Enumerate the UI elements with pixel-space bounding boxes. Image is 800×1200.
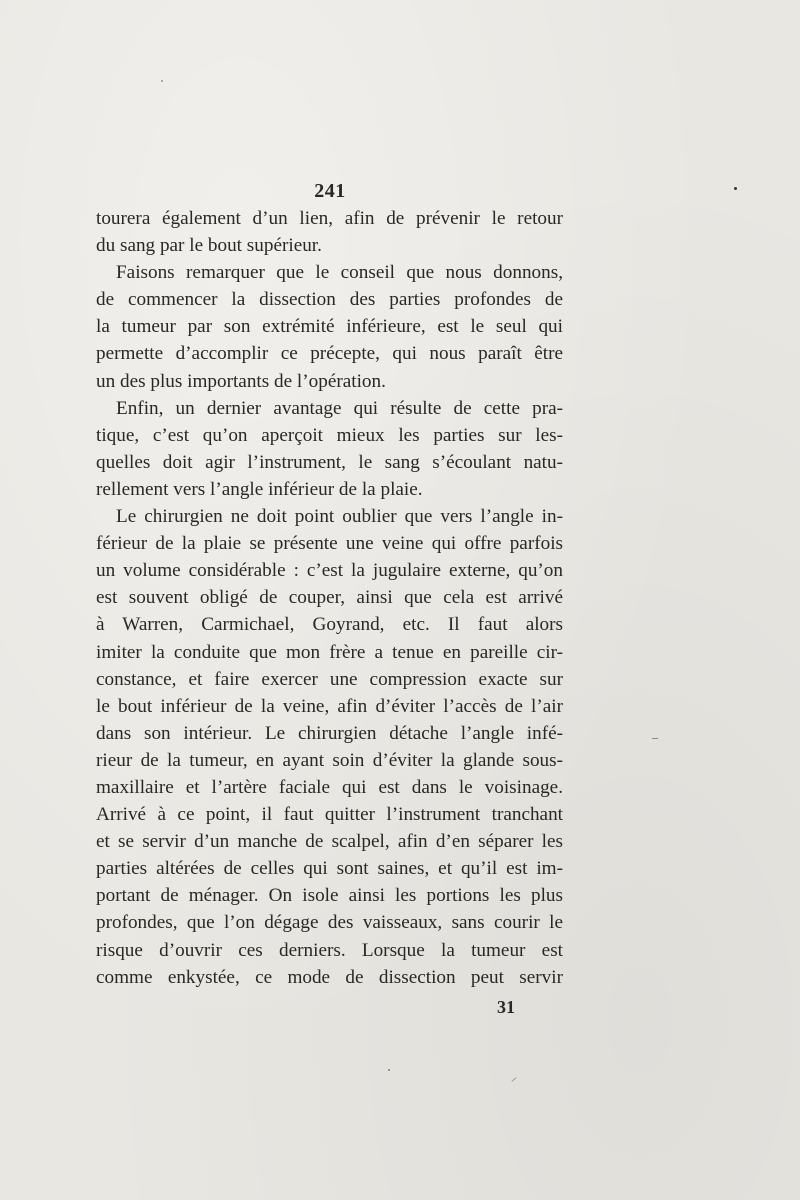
text-line: Enfin, un dernier avantage qui résulte de cette pra-: [116, 397, 563, 419]
ink-speck: [161, 80, 163, 82]
signature-mark: 31: [497, 997, 515, 1017]
text-line: tique, c’est qu’on aperçoit mieux les parties sur les-: [96, 424, 563, 446]
text-line: un volume considérable : c’est la jugulaire externe, qu’on: [96, 560, 563, 582]
ink-speck: [734, 187, 737, 190]
ink-speck: [388, 1069, 390, 1071]
text-line: maxillaire et l’artère faciale qui est dans le voisinage.: [96, 776, 563, 798]
text-line: est souvent obligé de couper, ainsi que cela est arrivé: [96, 587, 563, 609]
text-line: Faisons remarquer que le conseil que nous donnons,: [116, 262, 563, 284]
body-text: [96, 205, 563, 991]
text-line: portant de ménager. On isole ainsi les portions les plus: [96, 885, 563, 907]
text-line: et se servir d’un manche de scalpel, afin d’en séparer les: [96, 831, 563, 853]
text-line: férieur de la plaie se présente une veine qui offre parfois: [96, 533, 563, 555]
text-line: profondes, que l’on dégage des vaisseaux, sans courir le: [96, 912, 563, 934]
text-line: parties altérées de celles qui sont saines, et qu’il est im-: [96, 858, 563, 880]
text-line: quelles doit agir l’instrument, le sang s’écoulant natu-: [96, 451, 563, 473]
ink-speck: [511, 1077, 516, 1082]
text-line: permette d’accomplir ce précepte, qui nous paraît être: [96, 343, 563, 365]
text-line: de commencer la dissection des parties profondes de: [96, 289, 563, 311]
page-number: 241: [314, 180, 346, 202]
text-line: rieur de la tumeur, en ayant soin d’éviter la glande sous-: [96, 749, 563, 771]
text-line: rellement vers l’angle inférieur de la plaie.: [96, 478, 423, 500]
text-line: un des plus importants de l’opération.: [96, 370, 386, 392]
text-line: Le chirurgien ne doit point oublier que vers l’angle in-: [116, 506, 563, 528]
text-line: le bout inférieur de la veine, afin d’éviter l’accès de l’air: [96, 695, 563, 717]
ink-speck: [652, 738, 658, 739]
text-line: la tumeur par son extrémité inférieure, est le seul qui: [96, 316, 563, 338]
text-line: Arrivé à ce point, il faut quitter l’instrument tranchant: [96, 804, 563, 826]
text-line: dans son intérieur. Le chirurgien détache l’angle infé-: [96, 722, 563, 744]
text-line: du sang par le bout supérieur.: [96, 235, 322, 257]
text-line: imiter la conduite que mon frère a tenue en pareille cir-: [96, 641, 563, 663]
text-line: risque d’ouvrir ces derniers. Lorsque la tumeur est: [96, 939, 563, 961]
text-line: à Warren, Carmichael, Goyrand, etc. Il faut alors: [96, 614, 563, 636]
text-line: tourera également d’un lien, afin de prévenir le retour: [96, 208, 563, 229]
text-line: constance, et faire exercer une compression exacte sur: [96, 668, 563, 690]
text-line: comme enkystée, ce mode de dissection peut servir: [96, 966, 563, 988]
